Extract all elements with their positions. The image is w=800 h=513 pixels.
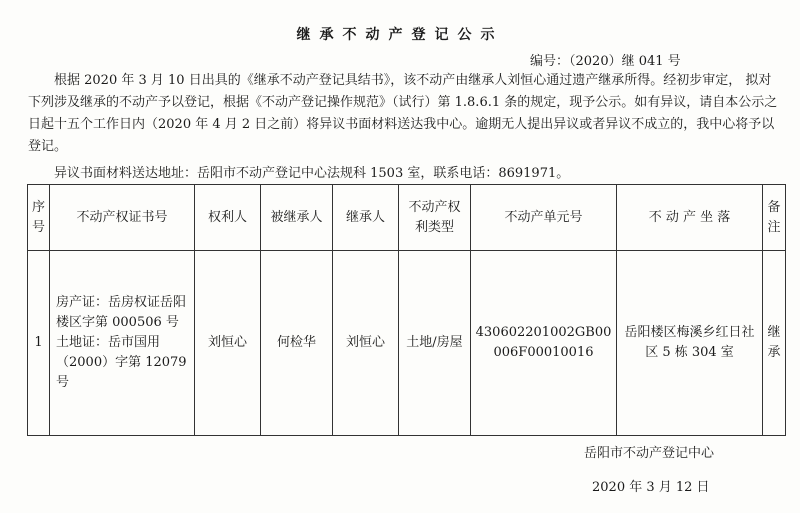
header-location: 不 动 产 坐 落 xyxy=(617,185,763,251)
table-header-row xyxy=(28,185,786,251)
cert-land: 土地证：岳市国用（2000）字第 12079 号 xyxy=(56,335,187,390)
cell-heir: 刘恒心 xyxy=(333,251,399,436)
header-remark: 备注 xyxy=(763,185,786,251)
header-right-type: 不动产权利类型 xyxy=(399,185,471,251)
cell-cert-no xyxy=(50,251,195,436)
cell-location: 岳阳楼区梅溪乡红日社区 5 栋 304 室 xyxy=(617,251,763,436)
header-cert-no: 不动产权证书号 xyxy=(50,185,195,251)
cell-unit-no: 430602201002GB00006F00010016 xyxy=(471,251,617,436)
registration-table xyxy=(27,184,786,436)
issuer-name: 岳阳市不动产登记中心 xyxy=(584,446,715,461)
cell-owner: 刘恒心 xyxy=(195,251,261,436)
header-heir: 继承人 xyxy=(333,185,399,251)
notice-paragraph xyxy=(28,70,780,158)
cell-right-type: 土地/房屋 xyxy=(399,251,471,436)
notice-body-text: 根据 2020 年 3 月 10 日出具的《继承不动产登记具结书》，该不动产由继承人刘恒心通过遗产继承所得。经初步审定， 拟对下列涉及继承的不动产予以登记，根据《不动产登记操作规范》（试行）第 1.8.6.1 条的规定，现予公示。如有异议，请自本公示之日起十五个工作日内（2020 年 4 月 2 日之前）将异议书面材料送达我中心。逾期无人提出异议或者异议不成立的，我中心将予以登记。 xyxy=(28,73,778,154)
page-title: 继承不动产登记公示 xyxy=(296,27,504,43)
cert-house: 房产证：岳房权证岳阳楼区字第 000506 号 xyxy=(56,295,187,330)
cell-deceased: 何检华 xyxy=(261,251,333,436)
header-deceased: 被继承人 xyxy=(261,185,333,251)
cell-no: 1 xyxy=(28,251,50,436)
header-owner: 权利人 xyxy=(195,185,261,251)
header-no: 序号 xyxy=(28,185,50,251)
document-number: 编号：（2020）继 041 号 xyxy=(530,54,681,69)
issue-date: 2020 年 3 月 12 日 xyxy=(592,480,710,495)
objection-address: 异议书面材料送达地址：岳阳市不动产登记中心法规科 1503 室，联系电话：8691971。 xyxy=(54,166,570,181)
cell-remark: 继承 xyxy=(763,251,786,436)
table-row xyxy=(28,251,786,436)
header-unit-no: 不动产单元号 xyxy=(471,185,617,251)
